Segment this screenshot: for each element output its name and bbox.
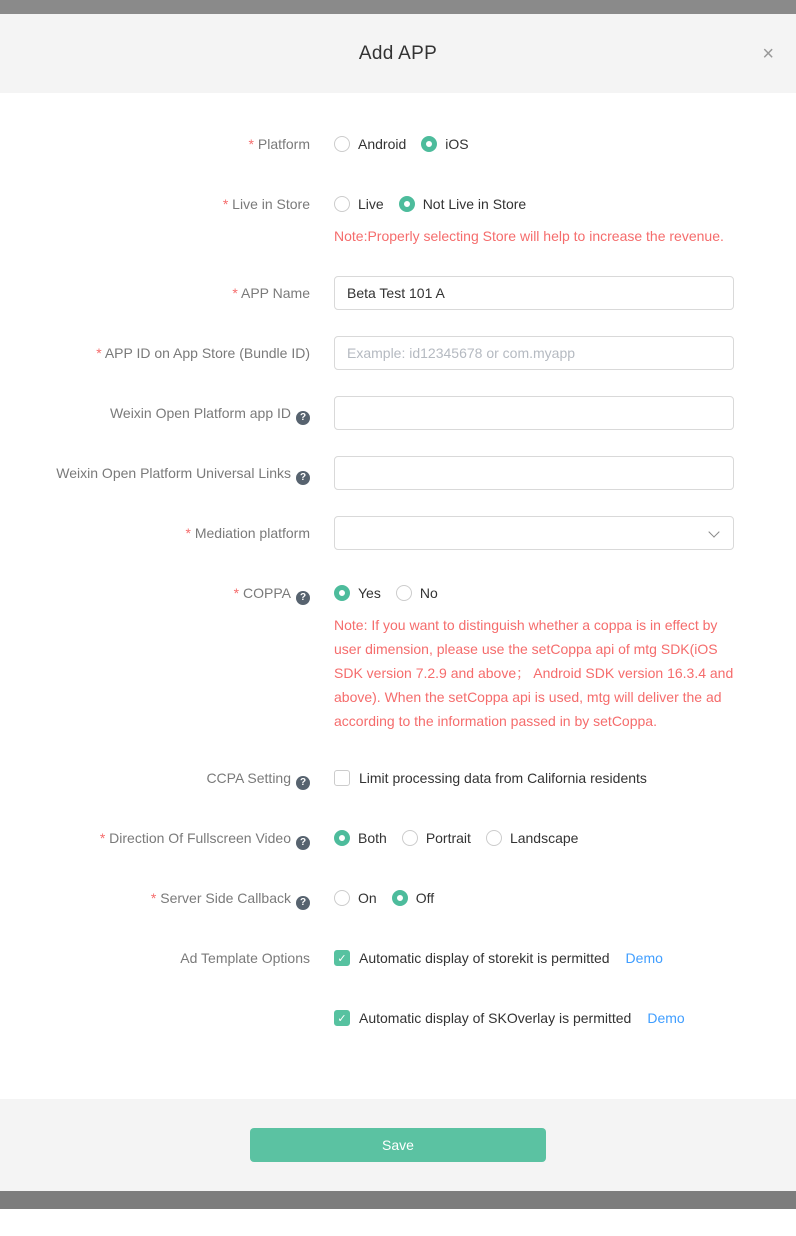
radio-selected-icon[interactable]: [392, 890, 408, 906]
row-app-name: [0, 276, 796, 310]
row-coppa: [0, 576, 796, 735]
coppa-label: [0, 576, 310, 735]
ccpa-label-text: CCPA Setting: [206, 770, 291, 786]
row-direction: [0, 821, 796, 855]
live-in-store-radio-group: [334, 187, 734, 221]
radio-coppa-no-label[interactable]: No: [419, 585, 438, 601]
modal-title: Add APP: [358, 42, 438, 64]
help-icon[interactable]: ?: [296, 591, 310, 605]
weixin-app-id-input[interactable]: [334, 396, 734, 430]
help-icon[interactable]: ?: [296, 776, 310, 790]
radio-selected-icon[interactable]: [421, 136, 437, 152]
radio-on-label[interactable]: On: [358, 890, 377, 906]
radio-selected-icon[interactable]: [334, 585, 350, 601]
radio-unselected-icon[interactable]: [402, 830, 418, 846]
chevron-down-icon: [708, 526, 719, 537]
radio-unselected-icon[interactable]: [334, 196, 350, 212]
app-name-label: * APP Name: [0, 276, 310, 310]
row-ccpa: [0, 761, 796, 795]
radio-not-live-label[interactable]: Not Live in Store: [422, 196, 527, 212]
radio-portrait-label[interactable]: Portrait: [425, 830, 471, 846]
mediation-platform-label: * Mediation platform: [0, 516, 310, 550]
help-icon[interactable]: ?: [296, 471, 310, 485]
radio-ios-label[interactable]: iOS: [445, 136, 469, 152]
modal-header: [0, 14, 796, 93]
row-weixin-app-id: [0, 396, 796, 430]
app-name-input[interactable]: [334, 276, 734, 310]
help-icon[interactable]: ?: [296, 411, 310, 425]
storekit-checkbox-label[interactable]: Automatic display of storekit is permitted: [359, 950, 610, 966]
live-in-store-label: * Live in Store: [0, 187, 310, 250]
row-live-in-store: [0, 187, 796, 250]
browser-chrome-top: [0, 0, 796, 14]
add-app-form: [0, 93, 796, 1099]
bundle-id-label: * APP ID on App Store (Bundle ID): [0, 336, 310, 370]
storekit-checkbox[interactable]: ✓: [334, 950, 350, 966]
radio-off-label[interactable]: Off: [415, 890, 435, 906]
row-weixin-universal-links: [0, 456, 796, 490]
weixin-universal-links-input[interactable]: [334, 456, 734, 490]
radio-landscape[interactable]: [486, 830, 579, 846]
row-ad-template-storekit: [0, 941, 796, 975]
row-bundle-id: [0, 336, 796, 370]
server-callback-label-text: Server Side Callback: [160, 890, 291, 906]
save-button[interactable]: Save: [250, 1128, 546, 1162]
weixin-app-id-label-text: Weixin Open Platform app ID: [109, 405, 291, 421]
coppa-label-text: COPPA: [243, 585, 291, 601]
radio-portrait[interactable]: [402, 830, 471, 846]
direction-radio-group: [334, 821, 578, 855]
radio-landscape-label[interactable]: Landscape: [509, 830, 579, 846]
radio-unselected-icon[interactable]: [486, 830, 502, 846]
radio-ios[interactable]: [421, 136, 468, 152]
ccpa-checkbox-label[interactable]: Limit processing data from California residents: [359, 770, 647, 786]
ad-template-label-spacer: [0, 1001, 310, 1035]
close-icon[interactable]: ×: [762, 42, 774, 65]
platform-radio-group: [334, 127, 469, 161]
modal-footer: [0, 1099, 796, 1191]
radio-unselected-icon[interactable]: [334, 890, 350, 906]
skoverlay-checkbox[interactable]: ✓: [334, 1010, 350, 1026]
radio-live-label[interactable]: Live: [358, 196, 384, 212]
radio-unselected-icon[interactable]: [334, 136, 350, 152]
help-icon[interactable]: ?: [296, 836, 310, 850]
help-icon[interactable]: ?: [296, 896, 310, 910]
ad-template-label: Ad Template Options: [180, 950, 310, 966]
direction-label-text: Direction Of Fullscreen Video: [109, 830, 291, 846]
browser-chrome-bottom: [0, 1191, 796, 1209]
direction-label: [0, 821, 310, 855]
weixin-universal-links-label: [0, 456, 310, 490]
skoverlay-checkbox-label[interactable]: Automatic display of SKOverlay is permitted: [359, 1010, 632, 1026]
bundle-id-input[interactable]: [334, 336, 734, 370]
mediation-platform-select[interactable]: [334, 516, 734, 550]
storekit-checkbox-line: [334, 941, 663, 975]
ccpa-checkbox[interactable]: [334, 770, 350, 786]
radio-coppa-yes-label[interactable]: Yes: [358, 585, 381, 601]
row-mediation-platform: [0, 516, 796, 550]
row-ad-template-skoverlay: [0, 1001, 796, 1035]
radio-live[interactable]: [334, 196, 384, 212]
radio-selected-icon[interactable]: [399, 196, 415, 212]
server-callback-label: [0, 881, 310, 915]
coppa-note-text: Note: If you want to distinguish whether a coppa is in effect by user dimension, please use the setCoppa api of mtg SDK(iOS SDK version 7.2.9 and above； Android SDK version 16.3.4 and above). When the setCoppa api is used, mtg will deliver the ad according to the information passed in by setCoppa.: [334, 617, 734, 729]
coppa-radio-group: [334, 576, 734, 610]
skoverlay-demo-link[interactable]: Demo: [647, 1010, 685, 1026]
radio-not-live[interactable]: [399, 196, 527, 212]
radio-android-label[interactable]: Android: [358, 136, 407, 152]
server-callback-radio-group: [334, 881, 434, 915]
radio-selected-icon[interactable]: [334, 830, 350, 846]
storekit-demo-link[interactable]: Demo: [625, 950, 663, 966]
radio-off[interactable]: [392, 890, 434, 906]
store-note-text: Note:Properly selecting Store will help to increase the revenue.: [334, 228, 724, 244]
radio-on[interactable]: [334, 890, 377, 906]
skoverlay-checkbox-line: [334, 1001, 685, 1035]
radio-unselected-icon[interactable]: [396, 585, 412, 601]
ccpa-label: [0, 761, 310, 795]
row-platform: [0, 127, 796, 161]
weixin-universal-links-label-text: Weixin Open Platform Universal Links: [56, 465, 291, 481]
radio-both-label[interactable]: Both: [358, 830, 387, 846]
radio-both[interactable]: [334, 830, 387, 846]
radio-coppa-yes[interactable]: [334, 585, 381, 601]
row-server-callback: [0, 881, 796, 915]
radio-coppa-no[interactable]: [396, 585, 438, 601]
weixin-app-id-label: [0, 396, 310, 430]
platform-label: * Platform: [0, 127, 310, 161]
ccpa-checkbox-line: [334, 761, 647, 795]
radio-android[interactable]: [334, 136, 406, 152]
